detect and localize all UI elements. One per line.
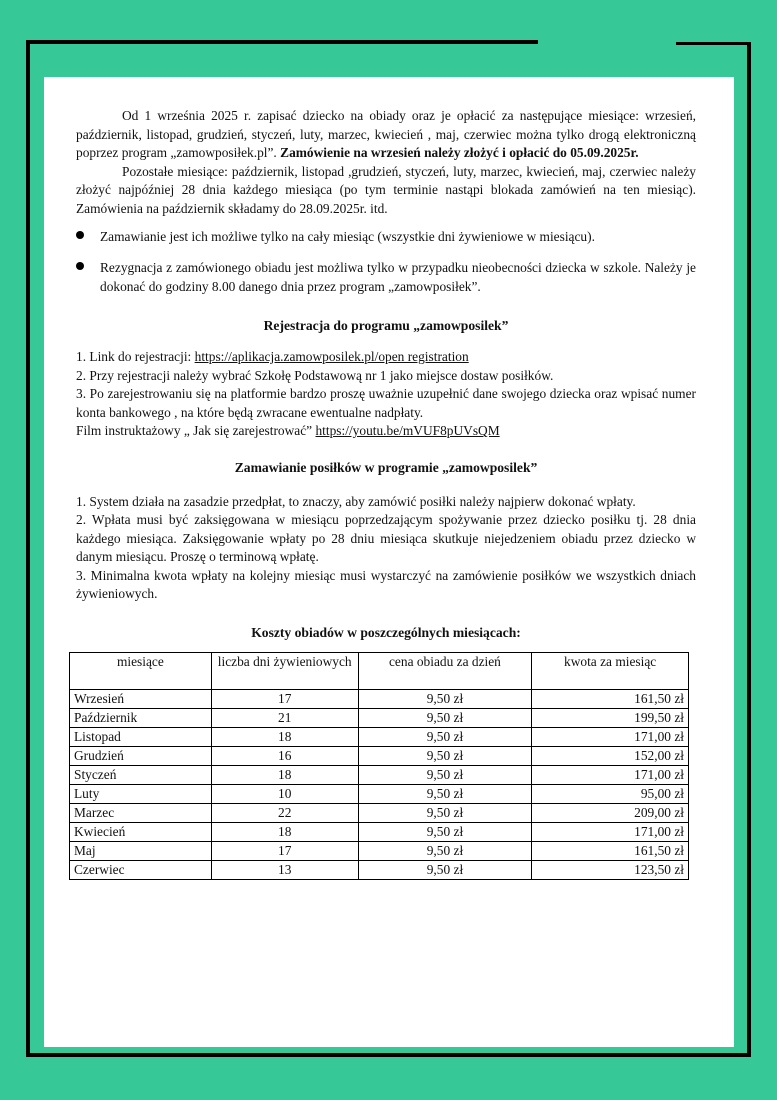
document-content: [76, 107, 696, 880]
table-row: [70, 860, 689, 879]
cell-month: Marzec: [70, 803, 212, 822]
table-row: [70, 746, 689, 765]
cell-price: 9,50 zł: [358, 708, 532, 727]
rules-list: [76, 228, 696, 297]
list-item: [76, 259, 696, 296]
intro-deadline: Zamówienie na wrzesień należy złożyć i opłacić do 05.09.2025r.: [280, 145, 639, 161]
list-item: [76, 228, 696, 247]
cell-price: 9,50 zł: [358, 803, 532, 822]
cell-total: 199,50 zł: [532, 708, 689, 727]
registration-heading: Rejestracja do programu „zamowposilek”: [263, 318, 509, 334]
table-header-row: [70, 652, 689, 689]
cell-month: Listopad: [70, 727, 212, 746]
frame-top-right-line: [676, 42, 751, 45]
table-row: [70, 822, 689, 841]
cell-month: Luty: [70, 784, 212, 803]
tutorial-film-label: Film instruktażowy „ Jak się zarejestrować”: [76, 423, 316, 439]
list-item-text: Zamawianie jest ich możliwe tylko na cały miesiąc (wszystkie dni żywieniowe w miesiącu).: [100, 228, 595, 244]
cell-month: Grudzień: [70, 746, 212, 765]
bullet-icon: [76, 231, 84, 239]
registration-item-3: 3. Po zarejestrowaniu się na platformie bardzo proszę uważnie uzupełnić dane swojego dziecka oraz wpisać numer konta bankowego , na które będą zwracane ewentualne nadpłaty.: [76, 386, 696, 420]
cell-price: 9,50 zł: [358, 841, 532, 860]
ordering-item-2: 2. Wpłata musi być zaksięgowana w miesiącu poprzedzającym spożywanie przez dziecko posiłku tj. 28 dnia każdego miesiąca. Zaksięgowanie wpłaty po 28 dniu miesiąca skutkuje niejedzeniem obiadu przez dziecko w danym miesiącu. Proszę o terminową wpłatę.: [76, 512, 696, 565]
registration-item-1: [76, 348, 696, 367]
cell-month: Czerwiec: [70, 860, 212, 879]
cell-total: 171,00 zł: [532, 727, 689, 746]
cell-days: 21: [211, 708, 358, 727]
table-row: [70, 727, 689, 746]
header-price: cena obiadu za dzień: [358, 652, 532, 689]
list-item-text: Rezygnacja z zamówionego obiadu jest możliwa tylko w przypadku nieobecności dziecka w szkole. Należy je dokonać do godziny 8.00 danego dnia przez program „zamowposiłek”.: [100, 260, 696, 294]
cell-days: 17: [211, 841, 358, 860]
costs-heading: Koszty obiadów w poszczególnych miesiącach:: [251, 625, 521, 641]
cell-total: 171,00 zł: [532, 765, 689, 784]
tutorial-film: [76, 422, 696, 441]
cell-price: 9,50 zł: [358, 727, 532, 746]
header-days: liczba dni żywieniowych: [211, 652, 358, 689]
document-page: [44, 77, 734, 1047]
frame-right-line: [747, 42, 751, 1056]
ordering-item-3: 3. Minimalna kwota wpłaty na kolejny miesiąc musi wystarczyć na zamówienie posiłków we wszystkich dniach żywieniowych.: [76, 567, 696, 602]
table-row: [70, 784, 689, 803]
cell-price: 9,50 zł: [358, 860, 532, 879]
cell-days: 16: [211, 746, 358, 765]
bullet-icon: [76, 262, 84, 270]
cell-price: 9,50 zł: [358, 822, 532, 841]
cell-total: 161,50 zł: [532, 841, 689, 860]
frame-bottom-line: [26, 1053, 751, 1057]
cell-total: 209,00 zł: [532, 803, 689, 822]
cell-month: Wrzesień: [70, 689, 212, 708]
cell-price: 9,50 zł: [358, 746, 532, 765]
header-month: miesiące: [70, 652, 212, 689]
cell-days: 18: [211, 727, 358, 746]
cell-days: 17: [211, 689, 358, 708]
registration-item-2: 2. Przy rejestracji należy wybrać Szkołę Podstawową nr 1 jako miejsce dostaw posiłków.: [76, 367, 554, 383]
cell-price: 9,50 zł: [358, 784, 532, 803]
cell-total: 161,50 zł: [532, 689, 689, 708]
costs-table: [69, 652, 689, 880]
intro-text: Od 1 września 2025 r. zapisać dziecko na obiady oraz je opłacić za następujące miesiące: wrzesień, październik, listopad, grudzień, styczeń, luty, marzec, kwiecień , maj, czerwiec można tylko drogą elektroniczną poprzez program „zamowposiłek.pl”.: [76, 108, 696, 161]
ordering-heading: Zamawianie posiłków w programie „zamowposilek”: [234, 459, 538, 475]
intro-paragraph: [76, 107, 696, 163]
cell-total: 95,00 zł: [532, 784, 689, 803]
cell-days: 10: [211, 784, 358, 803]
table-row: [70, 689, 689, 708]
frame-left-line: [26, 40, 30, 1056]
registration-item-1-label: 1. Link do rejestracji:: [76, 348, 195, 364]
table-row: [70, 708, 689, 727]
cell-month: Kwiecień: [70, 822, 212, 841]
ordering-item-1: 1. System działa na zasadzie przedpłat, to znaczy, aby zamówić posiłki należy najpierw dokonać wpłaty.: [76, 493, 636, 509]
table-row: [70, 803, 689, 822]
cell-month: Październik: [70, 708, 212, 727]
cell-days: 13: [211, 860, 358, 879]
cell-total: 171,00 zł: [532, 822, 689, 841]
cell-days: 18: [211, 822, 358, 841]
header-total: kwota za miesiąc: [532, 652, 689, 689]
cell-month: Styczeń: [70, 765, 212, 784]
frame-top-left-line: [26, 40, 538, 44]
costs-table-body: [70, 689, 689, 879]
cell-price: 9,50 zł: [358, 765, 532, 784]
cell-total: 152,00 zł: [532, 746, 689, 765]
registration-link[interactable]: https://aplikacja.zamowposilek.pl/open registration: [194, 348, 469, 364]
cell-days: 18: [211, 765, 358, 784]
cell-total: 123,50 zł: [532, 860, 689, 879]
tutorial-film-link[interactable]: https://youtu.be/mVUF8pUVsQM: [315, 423, 500, 439]
cell-month: Maj: [70, 841, 212, 860]
remaining-months-paragraph: Pozostałe miesiące: październik, listopad ,grudzień, styczeń, luty, marzec, kwiecień, maj, czerwiec należy złożyć najpóźniej 28 dnia każdego miesiąca (po tym terminie nastąpi blokada zamówień na ten miesiąc). Zamówienia na październik składamy do 28.09.2025r. itd.: [76, 163, 696, 216]
cell-days: 22: [211, 803, 358, 822]
table-row: [70, 841, 689, 860]
table-row: [70, 765, 689, 784]
cell-price: 9,50 zł: [358, 689, 532, 708]
